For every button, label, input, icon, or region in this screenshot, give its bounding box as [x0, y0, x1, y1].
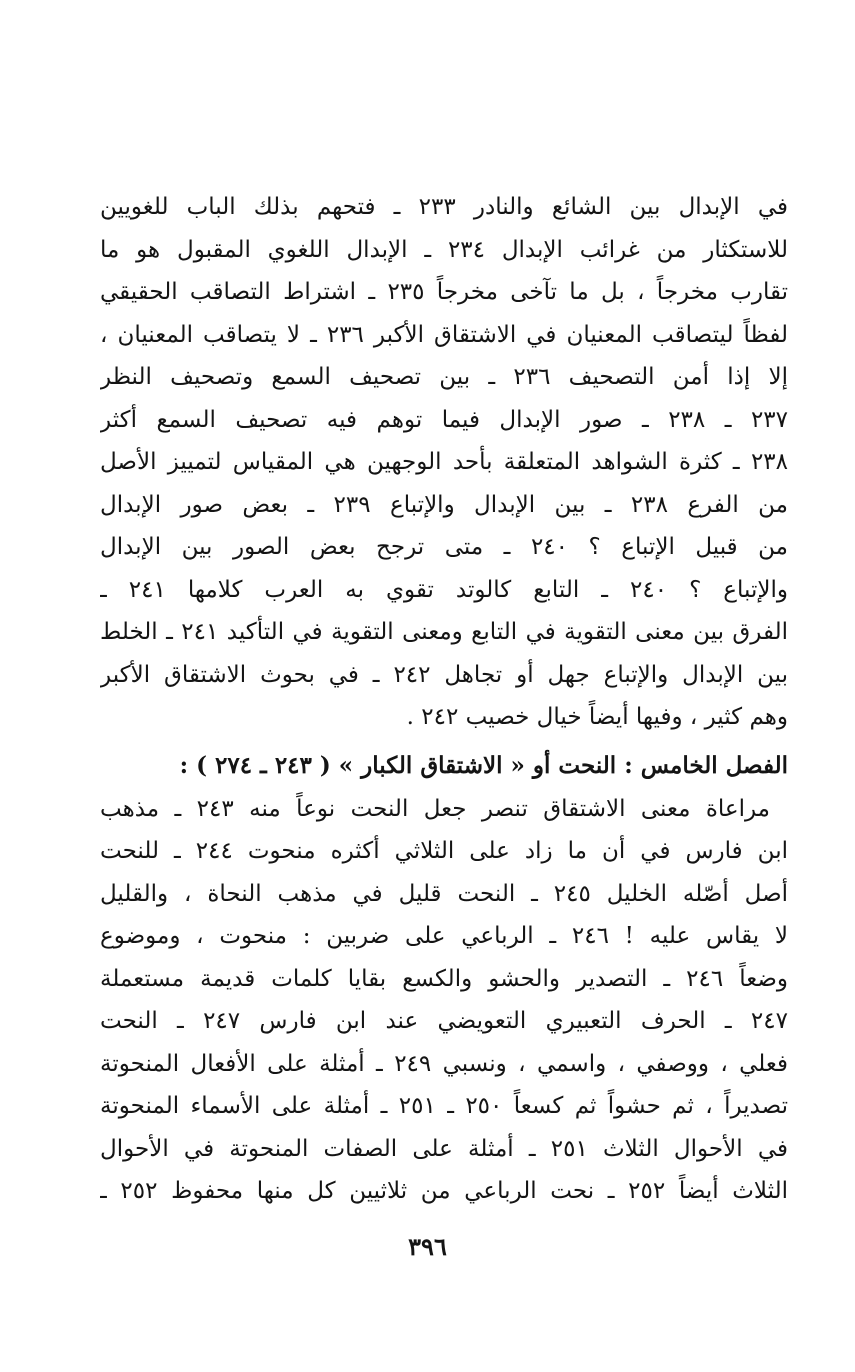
text-line: ابن فارس في أن ما زاد على الثلاثي أكثره منحوت ٢٤٤ ـ للنحت: [100, 838, 788, 864]
text-line: لفظاً ليتصاقب المعنيان في الاشتقاق الأكبر ٢٣٦ ـ لا يتصاقب المعنيان ،: [100, 321, 788, 348]
text-line: ٢٣٨ ـ كثرة الشواهد المتعلقة بأحد الوجهين هي المقياس لتمييز الأصل: [100, 449, 788, 475]
chapter-five-section: [100, 745, 788, 1213]
text-line: والإتباع ؟ ٢٤٠ ـ التابع كالوتد تقوي به العرب كلامها ٢٤١ ـ: [100, 576, 788, 603]
text-line: تصديراً ، ثم حشواً ثم كسعاً ٢٥٠ ـ ٢٥١ ـ أمثلة على الأسماء المنحوتة: [100, 1093, 788, 1119]
text-line: ٢٤٧ ـ الحرف التعبيري التعويضي عند ابن فارس ٢٤٧ ـ النحت: [100, 1008, 788, 1034]
text-line: في الأحوال الثلاث ٢٥١ ـ أمثلة على الصفات المنحوتة في الأحوال: [100, 1135, 788, 1162]
page-number: ٣٩٦: [408, 1232, 447, 1261]
text-line: بين الإبدال والإتباع جهل أو تجاهل ٢٤٢ ـ في بحوث الاشتقاق الأكبر: [100, 661, 788, 688]
text-line: من الفرع ٢٣٨ ـ بين الإبدال والإتباع ٢٣٩ ـ بعض صور الإبدال: [100, 491, 788, 518]
text-line: ٢٣٧ ـ ٢٣٨ ـ صور الإبدال فيما توهم فيه تصحيف السمع أكثر: [100, 406, 788, 433]
text-line: وضعاً ٢٤٦ ـ التصدير والحشو والكسع بقايا كلمات قديمة مستعملة: [100, 965, 788, 992]
text-line: فعلي ، ووصفي ، واسمي ، ونسبي ٢٤٩ ـ أمثلة على الأفعال المنحوتة: [100, 1050, 788, 1077]
text-line: الفرق بين معنى التقوية في التابع ومعنى التقوية في التأكيد ٢٤١ ـ الخلط: [100, 619, 788, 645]
text-line: لا يقاس عليه ! ٢٤٦ ـ الرباعي على ضربين : منحوت ، وموضوع: [100, 923, 788, 949]
text-line: للاستكثار من غرائب الإبدال ٢٣٤ ـ الإبدال اللغوي المقبول هو ما: [100, 236, 788, 263]
text-line: إلا إذا أمن التصحيف ٢٣٦ ـ بين تصحيف السمع وتصحيف النظر: [100, 364, 788, 390]
text-line: تقارب مخرجاً ، بل ما تآخى مخرجاً ٢٣٥ ـ اشتراط التصاقب الحقيقي: [100, 279, 788, 305]
text-line: من قبيل الإتباع ؟ ٢٤٠ ـ متى ترجح بعض الصور بين الإبدال: [100, 534, 788, 560]
text-line: في الإبدال بين الشائع والنادر ٢٣٣ ـ فتحهم بذلك الباب للغويين: [100, 194, 788, 220]
text-line: أصل أصّله الخليل ٢٤٥ ـ النحت قليل في مذهب النحاة ، والقليل: [100, 880, 788, 907]
text-line: وهم كثير ، وفيها أيضاً خيال خصيب ٢٤٢ .: [406, 704, 788, 730]
index-paragraph-ibdal: [100, 186, 788, 739]
text-line: مراعاة معنى الاشتقاق تنصر جعل النحت نوعاً منه ٢٤٣ ـ مذهب: [100, 795, 770, 822]
chapter-heading: الفصل الخامس : النحت أو « الاشتقاق الكبار » ( ٢٤٣ ـ ٢٧٤ ) :: [179, 752, 788, 779]
text-line: الثلاث أيضاً ٢٥٢ ـ نحت الرباعي من ثلاثيين كل منها محفوظ ٢٥٢ ـ: [100, 1178, 788, 1204]
